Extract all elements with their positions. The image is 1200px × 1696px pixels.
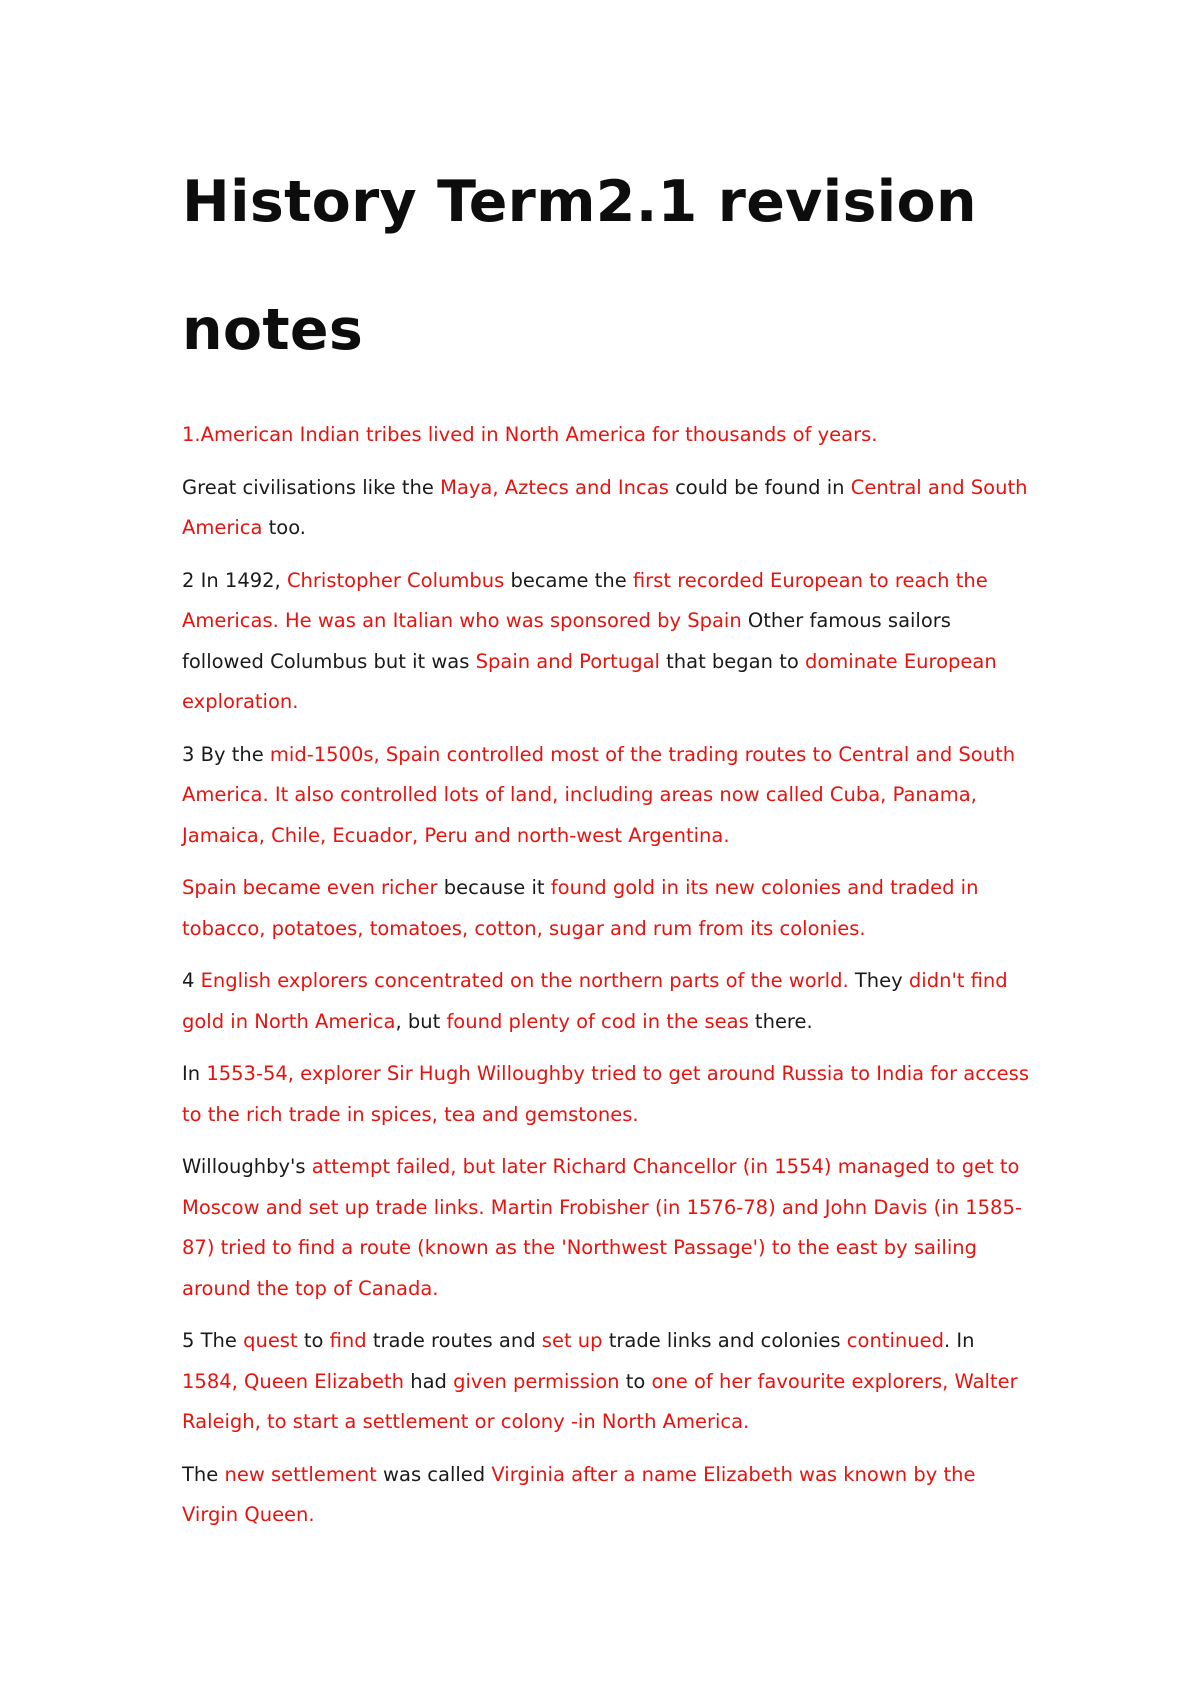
body-text: was called bbox=[376, 1462, 492, 1486]
body-text: , but bbox=[395, 1009, 447, 1033]
highlighted-text: set up bbox=[541, 1329, 603, 1352]
document-body bbox=[182, 415, 1032, 1548]
body-text: trade routes and bbox=[366, 1329, 542, 1352]
paragraph bbox=[182, 1455, 1032, 1536]
highlighted-text: found gold in its new colonies and traded in tobacco, potatoes, tomatoes, cotton, sugar and rum from its colonies. bbox=[182, 876, 979, 940]
body-text: Willoughby's bbox=[182, 1155, 312, 1178]
highlighted-text: continued bbox=[846, 1329, 944, 1352]
paragraph bbox=[182, 961, 1032, 1042]
body-text: had bbox=[404, 1369, 454, 1393]
highlighted-text: attempt failed, but later Richard Chancellor (in 1554) managed to get to Moscow and set up trade links. Martin Frobisher (in 1576-78) and John Davis (in 1585-87) tried to find a route (known as the 'Northwest Passage') to the east by sailing around the top of Canada. bbox=[182, 1155, 1022, 1300]
paragraph bbox=[182, 468, 1032, 549]
highlighted-text: find bbox=[329, 1329, 367, 1352]
body-text: too. bbox=[262, 516, 306, 539]
highlighted-text: first recorded European to reach the Americas. He was an Italian who was sponsored by Spain bbox=[182, 568, 988, 632]
body-text: 3 By the bbox=[182, 742, 270, 766]
highlighted-text: Spain and Portugal bbox=[475, 649, 660, 673]
body-text: trade links and colonies bbox=[602, 1329, 847, 1352]
body-text: to bbox=[619, 1369, 652, 1393]
highlighted-text: English explorers concentrated on the northern parts of the world. bbox=[200, 969, 849, 992]
body-text: Other famous sailors followed Columbus but it was bbox=[182, 609, 951, 673]
highlighted-text: 1584, Queen Elizabeth bbox=[182, 1369, 405, 1393]
highlighted-text: new settlement bbox=[224, 1462, 377, 1486]
body-text: became the bbox=[504, 568, 633, 592]
body-text: 5 The bbox=[182, 1329, 244, 1352]
body-text: Great civilisations like the bbox=[182, 475, 441, 499]
body-text: could be found in bbox=[668, 475, 851, 499]
highlighted-text: Virginia after a name Elizabeth was known by the Virgin Queen. bbox=[182, 1462, 976, 1526]
highlighted-text: Central and South America bbox=[182, 475, 1028, 539]
highlighted-text: found plenty of cod in the seas bbox=[446, 1009, 749, 1033]
paragraph bbox=[182, 1054, 1032, 1135]
highlighted-text: given permission bbox=[453, 1369, 620, 1393]
body-text: to bbox=[297, 1329, 330, 1352]
body-text: because it bbox=[437, 876, 551, 899]
highlighted-text: mid-1500s, Spain controlled most of the trading routes to Central and South America. It also controlled lots of land, including areas now called Cuba, Panama, Jamaica, Chile, Ecuador, Peru and north-west Argentina. bbox=[182, 742, 1016, 847]
body-text: They bbox=[848, 969, 909, 992]
body-text: In bbox=[182, 1062, 207, 1085]
body-text: 4 bbox=[182, 969, 201, 992]
highlighted-text: 1553-54, explorer Sir Hugh Willoughby tried to get around Russia to India for access to the rich trade in spices, tea and gemstones. bbox=[182, 1062, 1029, 1126]
body-text: 2 In 1492, bbox=[182, 568, 287, 592]
paragraph bbox=[182, 561, 1032, 723]
highlighted-text: Maya, Aztecs and Incas bbox=[440, 475, 669, 499]
highlighted-text: didn't find gold in North America bbox=[182, 969, 1008, 1033]
highlighted-text: dominate European exploration. bbox=[182, 649, 997, 713]
highlighted-text: quest bbox=[243, 1329, 298, 1352]
highlighted-text: Spain became even richer bbox=[182, 876, 438, 899]
body-text: that began to bbox=[659, 649, 805, 673]
paragraph bbox=[182, 868, 1032, 949]
paragraph bbox=[182, 1321, 1032, 1443]
highlighted-text: Christopher Columbus bbox=[286, 568, 505, 592]
body-text: . In bbox=[943, 1329, 975, 1352]
body-text: there. bbox=[748, 1009, 813, 1033]
highlighted-text: 1.American Indian tribes lived in North America for thousands of years. bbox=[182, 423, 878, 446]
paragraph bbox=[182, 415, 1032, 456]
paragraph bbox=[182, 735, 1032, 857]
highlighted-text: one of her favourite explorers, Walter Raleigh, to start a settlement or colony -in North America. bbox=[182, 1369, 1018, 1433]
paragraph bbox=[182, 1147, 1032, 1309]
page-title: History Term2.1 revision notes bbox=[182, 169, 977, 363]
body-text: The bbox=[182, 1462, 225, 1486]
